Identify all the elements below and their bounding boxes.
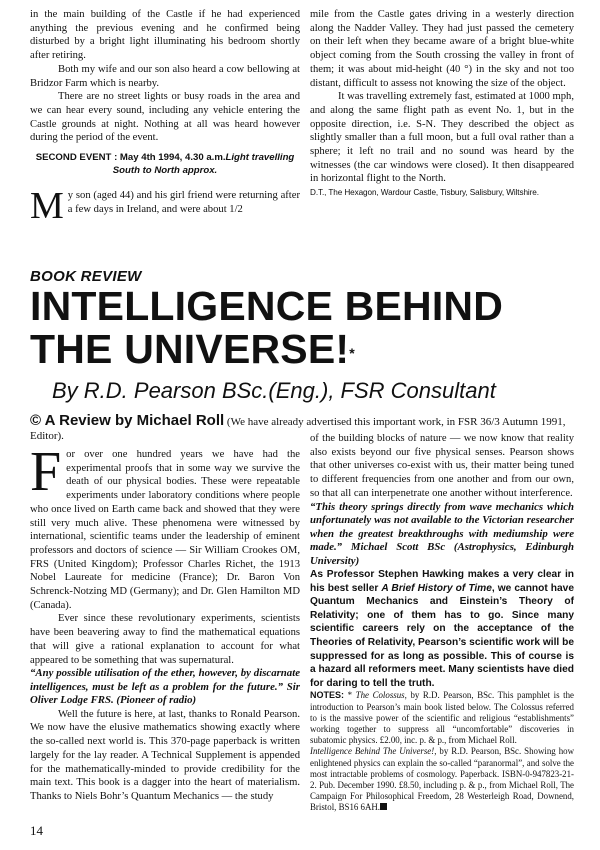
bold-paragraph xyxy=(310,568,574,690)
paragraph: in the main building of the Castle if he had experienced anything the previous evening and he confirmed being disturbed by a bright light illuminating his bedroom shortly after retiring. xyxy=(30,9,300,62)
section-label: BOOK REVIEW xyxy=(30,268,142,285)
column-top-right xyxy=(310,8,574,200)
page-number: 14 xyxy=(30,823,43,838)
article-headline xyxy=(30,285,580,371)
notes-label: NOTES: xyxy=(310,690,345,701)
drop-cap: M xyxy=(30,185,64,228)
book-title: A Brief History of Time xyxy=(381,582,492,594)
column-bottom-left xyxy=(30,441,300,804)
reviewer-name: © A Review by Michael Roll xyxy=(30,412,225,429)
notes-title: The Colossus xyxy=(355,690,405,701)
notes xyxy=(310,746,574,813)
notes xyxy=(310,690,574,746)
bold-text: , we cannot have Quantum Mechanics and Einstein’s Theory of Relativity; one of them has to go. Since many scientific careers rely on the acceptance of the Theories of Relativity, Pearson’s scientific work will be suppressed for as long as possible. This of course is a hazard all reformers meet. Many scientists have died for daring to tell the truth. xyxy=(310,582,574,689)
article-byline: By R.D. Pearson BSc.(Eng.), FSR Consultant xyxy=(52,378,496,403)
drop-cap: F xyxy=(30,441,62,503)
reviewer-note: (We have already advertised this important work, in FSR 36/3 Autumn 1991, Editor). xyxy=(30,416,566,442)
paragraph: There are no street lights or busy roads in the area and we can hear every sound, including any vehicle entering the Castle grounds at night. Nothing at all was heard however during the period of the event. xyxy=(30,91,300,144)
paragraph-text: y son (aged 44) and his girl friend were returning after a few days in Ireland, and were about 1/2 xyxy=(67,190,300,215)
pull-quote: “Any possible utilisation of the ether, however, by discarnate intelligences, must be left as a problem for the future.” Sir Oliver Lodge FRS. (Pioneer of radio) xyxy=(30,667,300,707)
paragraph: mile from the Castle gates driving in a westerly direction along the Nadder Valley. They had just passed the cemetery on their left when they became aware of a bright blue-white object coming from the South crossing the valley in front of them; it was about mid-height (40 °) in the sky and not too distant, difficult to assess not knowing the size of the object. xyxy=(310,9,574,89)
column-top-left xyxy=(30,8,300,228)
pull-quote: “This theory springs directly from wave mechanics which unfortunately was not available to the Victorian researcher when the greatest breakthroughs with mediumship were made.” Michael Scott BSc (Astrophysics, Edinburgh University) xyxy=(310,500,574,567)
notes-title: Intelligence Behind The Universe! xyxy=(310,746,435,757)
notes-text: , by R.D. Pearson, BSc. Showing how enlightened physics can explain the so-called “paranormal”, and solve the most intractable problems of cosmology. Paperback. ISBN-0-947823-21-2. Pub. December 1990. £8.50, including p. & p., from Michael Roll, The Campaign For Philosophical Freedom, 28 Westerleigh Road, Downend, Bristol, BS16 6AH. xyxy=(310,746,574,813)
paragraph: It was travelling extremely fast, estimated at 1000 mph, and along the same flight path as event No. 1, but in the opposite direction, i.e. S-N. They described the object as slightly smaller than a full moon, but a full oval rather than a sphere; it left no trail and no sound was heard by the witnesses (the car windows were closed). It then disappeared in horizontal flight to the North. xyxy=(310,91,574,185)
signature: D.T., The Hexagon, Wardour Castle, Tisbury, Salisbury, Wiltshire. xyxy=(310,188,539,198)
paragraph-text: or over one hundred years we have had the experimental proofs that in some way we survive the death of our physical bodies. These were repeatable experiments under laboratory conditions where people who once lived on Earth came back and showed that they were still very much alive. These phenomena were witnessed by international, scientific teams under the leadership of eminent professors and doctors of science — Sir William Crookes OM, FRS (United Kingdom); Professor Charles Richet, the 1913 Nobel Laureate for medicine (France); Dr. Baron Von Schrenck-Notzing MD (Germany); and Dr. Glen Hamilton MD (Canada). xyxy=(30,449,300,611)
bold-text: As Professor Stephen Hawking makes a very clear in his best seller xyxy=(310,569,574,594)
paragraph: Ever since these revolutionary experiments, scientists have been beavering away to find the mathematical equations that will give a rational explanation to account for what appeared to be something that was supernatural. xyxy=(30,613,300,666)
end-mark-icon xyxy=(380,803,387,810)
headline-text: INTELLIGENCE BEHIND THE UNIVERSE! xyxy=(30,283,504,372)
column-bottom-right xyxy=(310,432,574,814)
paragraph: of the building blocks of nature — we now know that reality also exists beyond our five physical senses. Pearson shows that other universes co-exist with us, their matter being tuned to different frequencies from one another and from our own, so that all can interpenetrate one another without interference. xyxy=(310,433,574,499)
paragraph xyxy=(30,185,300,228)
event-heading-direction: Light travelling South to North approx. xyxy=(112,152,295,177)
notes-text: , by R.D. Pearson, BSc. This pamphlet is the introduction to Pearson’s main book listed below. The Colossus referred to is the massive power of the scientific and religious “establishments” working together to suppress all “uncomfortable” discoveries in subatomic physics. £2.00, inc. p. & p., from Michael Roll. xyxy=(310,690,574,746)
paragraph: Well the future is here, at last, thanks to Ronald Pearson. We now have the elusive mathematics showing exactly where the so-called next world is. This 370-page paperback is written largely for the lay reader. A Technical Supplement is appended for the mathematically-minded to provide credibility for the main text. This book is a dagger into the heart of materialism. Thanks to Niels Bohr’s Quantum Mechanics — the study xyxy=(30,708,300,802)
event-heading xyxy=(30,151,300,177)
paragraph xyxy=(30,441,300,612)
footnote-mark: * xyxy=(349,345,355,361)
footnote-mark: * xyxy=(344,690,356,701)
event-heading-date: SECOND EVENT : May 4th 1994, 4.30 a.m. xyxy=(35,152,226,164)
paragraph: Both my wife and our son also heard a cow bellowing at Bridzor Farm which is nearby. xyxy=(30,63,300,89)
